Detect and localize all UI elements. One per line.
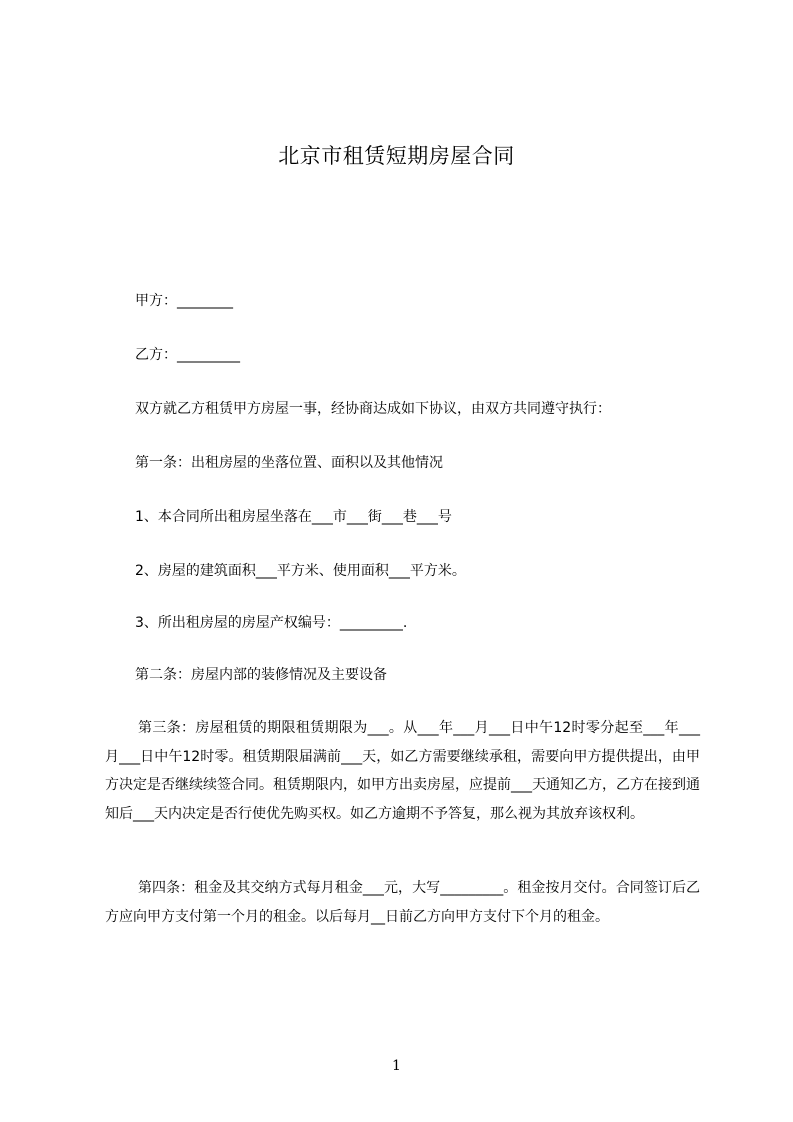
article-3-paragraph: 第三条：房屋租赁的期限租赁期限为___。从___年___月___日中午12时零分起至___年___月___日中午12时零。租赁期限届满前___天，如乙方需要继续承租，需要向甲方提供提出，由甲方决定是否继续续签合同。租赁期限内，如甲方出卖房屋，应提前___天通知乙方，乙方在接到通知后___天内决定是否行使优先购买权。如乙方逾期不予答复，那么视为其放弃该权利。 — [105, 720, 700, 823]
article-2-heading: 第二条：房屋内部的装修情况及主要设备 — [135, 667, 387, 683]
article-4-paragraph: 第四条：租金及其交纳方式每月租金___元，大写_________。租金按月交付。合同签订后乙方应向甲方支付第一个月的租金。以后每月__日前乙方向甲方支付下个月的租金。 — [105, 880, 700, 925]
document-title: 北京市租赁短期房屋合同 — [278, 144, 515, 168]
article-1-item-2: 2、房屋的建筑面积___平方米、使用面积___平方米。 — [135, 563, 466, 579]
party-a-line: 甲方：________ — [135, 293, 233, 309]
intro-paragraph: 双方就乙方租赁甲方房屋一事，经协商达成如下协议，由双方共同遵守执行： — [135, 401, 611, 417]
party-b-line: 乙方：_________ — [135, 347, 240, 363]
article-1-item-1: 1、本合同所出租房屋坐落在___市___街___巷___号 — [135, 509, 452, 525]
article-1-item-3: 3、所出租房屋的房屋产权编号：_________. — [135, 615, 408, 631]
article-1-heading: 第一条：出租房屋的坐落位置、面积以及其他情况 — [135, 455, 443, 471]
page-number: 1 — [392, 1058, 401, 1074]
